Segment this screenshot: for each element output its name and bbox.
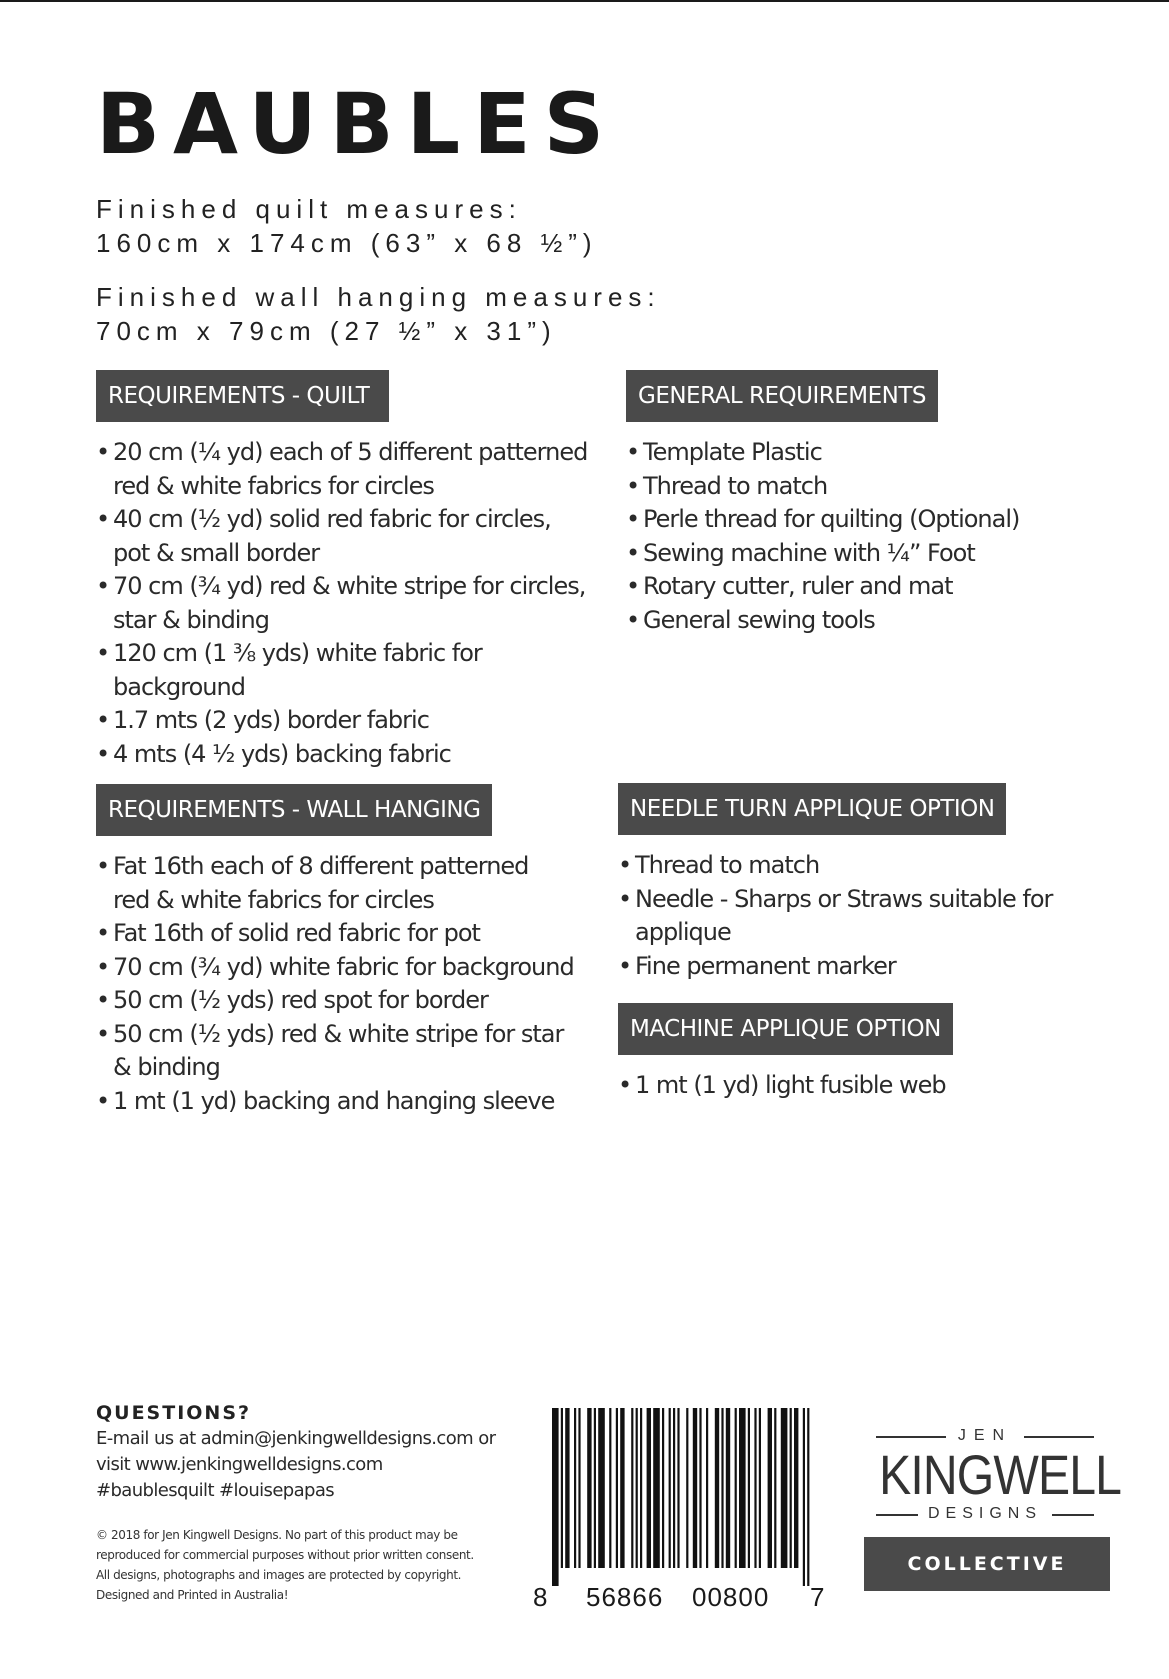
requirement-line: • Fine permanent marker [635,951,896,980]
requirements-list [626,436,1126,637]
barcode-bar [794,1408,798,1568]
questions-block [96,1400,526,1504]
barcode-bar [640,1408,642,1568]
requirement-item [96,503,616,570]
requirement-item [96,1085,616,1119]
copyright-notice [96,1525,536,1605]
wall-measures-label: Finished wall hanging measures: [96,282,661,312]
barcode-digits-right: 00800 [692,1582,770,1612]
barcode-bar [653,1408,660,1568]
top-border-line [0,0,1169,2]
copyright-line: All designs, photographs and images are protected by copyright. [96,1568,462,1582]
requirement-item [96,951,616,985]
section-heading: MACHINE APPLIQUE OPTION [618,1003,953,1055]
requirement-item [96,570,616,637]
barcode-bar [739,1408,746,1568]
barcode-digit-last: 7 [810,1582,825,1612]
copyright-line: reproduced for commercial purposes without prior written consent. [96,1548,474,1562]
requirement-line: background [113,672,245,701]
barcode-bar [693,1408,697,1568]
requirements-list [618,1069,1138,1103]
section-heading: NEEDLE TURN APPLIQUE OPTION [618,783,1006,835]
requirement-line: • 1 mt (1 yd) light fusible web [635,1071,946,1099]
requirement-line: • 1.7 mts (2 yds) border fabric [113,706,429,734]
barcode-bar [807,1408,809,1586]
barcode-bar [803,1408,805,1586]
copyright-line: Designed and Printed in Australia! [96,1588,289,1602]
requirement-line: red & white fabrics for circles [113,885,434,914]
barcode-bar [561,1408,563,1568]
barcode-bar [669,1408,671,1568]
logo-kingwell-text: KINGWELL [879,1443,1122,1506]
requirement-line: • 1 mt (1 yd) backing and hanging sleeve [113,1086,555,1115]
barcode-bar [594,1408,596,1568]
requirement-item [96,436,616,503]
wall-measures-value: 70cm x 79cm (27 ½” x 31”) [96,316,557,346]
logo-rule [876,1436,946,1438]
barcode-bar [735,1408,737,1568]
barcode-bar [647,1408,651,1568]
requirement-line: • 70 cm (¾ yd) white fabric for background [113,952,574,981]
requirement-item [96,738,616,772]
requirement-line: star & binding [113,605,269,634]
barcode-bar [715,1408,719,1568]
requirement-line: • General sewing tools [643,605,875,634]
requirement-line: • Fat 16th each of 8 different patterned [113,852,529,880]
requirement-line: • 120 cm (1 ⅜ yds) white fabric for [113,639,482,667]
logo-rule [1052,1514,1094,1516]
requirements-list [618,849,1138,983]
requirement-line: • Perle thread for quilting (Optional) [643,505,1020,533]
contact-website-line: visit www.jenkingwelldesigns.com [96,1454,383,1475]
barcode-bar [616,1408,618,1568]
requirement-item [626,604,1126,638]
barcode-bar [552,1408,559,1586]
barcode-bar [790,1408,792,1568]
section-heading: REQUIREMENTS - QUILT [96,370,389,422]
barcode-bar [578,1408,580,1568]
contact-email-line: E-mail us at admin@jenkingwelldesigns.com or [96,1428,496,1449]
barcode-bar [574,1408,576,1568]
requirement-line: • Thread to match [643,471,828,500]
barcode-bar [781,1408,788,1568]
barcode-bar [774,1408,776,1568]
barcode-bar [565,1408,569,1568]
requirement-item [96,1018,616,1085]
barcode-bar [686,1408,688,1568]
quilt-measures-value: 160cm x 174cm (63” x 68 ½”) [96,228,598,258]
requirement-item [618,950,1138,984]
barcode-bar [721,1408,723,1568]
barcode-bar [598,1408,605,1568]
requirement-item [96,704,616,738]
jen-kingwell-designs-logo [862,1426,1122,1524]
barcode-bar [587,1408,591,1568]
requirement-line: • Sewing machine with ¼” Foot [643,538,975,567]
requirement-item [626,503,1126,537]
logo-rule [876,1514,918,1516]
barcode-bar [677,1408,679,1568]
requirement-item [96,984,616,1018]
wall-hanging-measures [96,280,661,348]
machine-applique-section [618,1003,1138,1103]
pattern-title: BAUBLES [96,75,618,173]
requirement-line: • Rotary cutter, ruler and mat [643,572,953,600]
requirement-line: • 50 cm (½ yds) red spot for border [113,986,488,1014]
barcode-bar [631,1408,633,1568]
barcode-digit-first: 8 [533,1582,548,1612]
requirement-item [626,436,1126,470]
requirement-line: • 20 cm (¼ yd) each of 5 different patterned [113,438,588,466]
hashtags-line: #baublesquilt #louisepapas [96,1480,335,1501]
questions-heading: QUESTIONS? [96,1402,252,1424]
barcode-bar [609,1408,611,1568]
collective-badge: COLLECTIVE [864,1537,1110,1591]
barcode [530,1408,830,1618]
barcode-bar [699,1408,701,1568]
requirement-line: pot & small border [113,538,320,567]
barcode-bar [636,1408,638,1568]
requirements-quilt-section [96,370,616,771]
barcode-digits-left: 56866 [586,1582,664,1612]
logo-jen-text: JEN [957,1427,1013,1444]
barcode-bar [620,1408,624,1568]
requirement-item [618,1069,1138,1103]
requirement-item [626,537,1126,571]
requirement-line: & binding [113,1053,220,1081]
quilt-measures [96,192,598,260]
barcode-bar [759,1408,761,1568]
barcode-bar [662,1408,664,1568]
general-requirements-section [626,370,1126,637]
requirements-wall-hanging-section [96,784,616,1118]
barcode-bar [748,1408,750,1568]
requirement-line: • 70 cm (¾ yd) red & white stripe for circles, [113,572,586,600]
barcode-bars [530,1408,830,1586]
barcode-bar [754,1408,756,1568]
requirement-item [96,850,616,917]
requirement-line: • Fat 16th of solid red fabric for pot [113,919,480,947]
requirement-line: • Thread to match [635,851,820,879]
quilt-measures-label: Finished quilt measures: [96,194,522,224]
requirements-list [96,850,616,1118]
section-heading: GENERAL REQUIREMENTS [626,370,938,422]
requirement-item [626,570,1126,604]
requirement-line: • 50 cm (½ yds) red & white stripe for star [113,1019,564,1048]
requirement-line: • 4 mts (4 ½ yds) backing fabric [113,739,451,768]
requirement-line: • Template Plastic [643,438,822,466]
requirement-line: • Needle - Sharps or Straws suitable for [635,884,1053,913]
requirement-item [618,849,1138,883]
needle-turn-applique-section [618,783,1138,983]
requirement-item [96,637,616,704]
requirements-list [96,436,616,771]
requirement-item [618,883,1138,950]
section-heading: REQUIREMENTS - WALL HANGING [96,784,492,836]
requirement-line: red & white fabrics for circles [113,471,434,500]
barcode-bar [706,1408,708,1568]
requirement-item [96,917,616,951]
requirement-line: • 40 cm (½ yd) solid red fabric for circles, [113,505,551,533]
requirement-line: applique [635,918,731,946]
barcode-bar [673,1408,675,1568]
logo-designs-text: DESIGNS [927,1505,1042,1522]
copyright-line: © 2018 for Jen Kingwell Designs. No part of this product may be [96,1528,458,1542]
requirement-item [626,470,1126,504]
logo-rule [1024,1436,1094,1438]
barcode-bar [768,1408,772,1568]
barcode-bar [726,1408,730,1568]
